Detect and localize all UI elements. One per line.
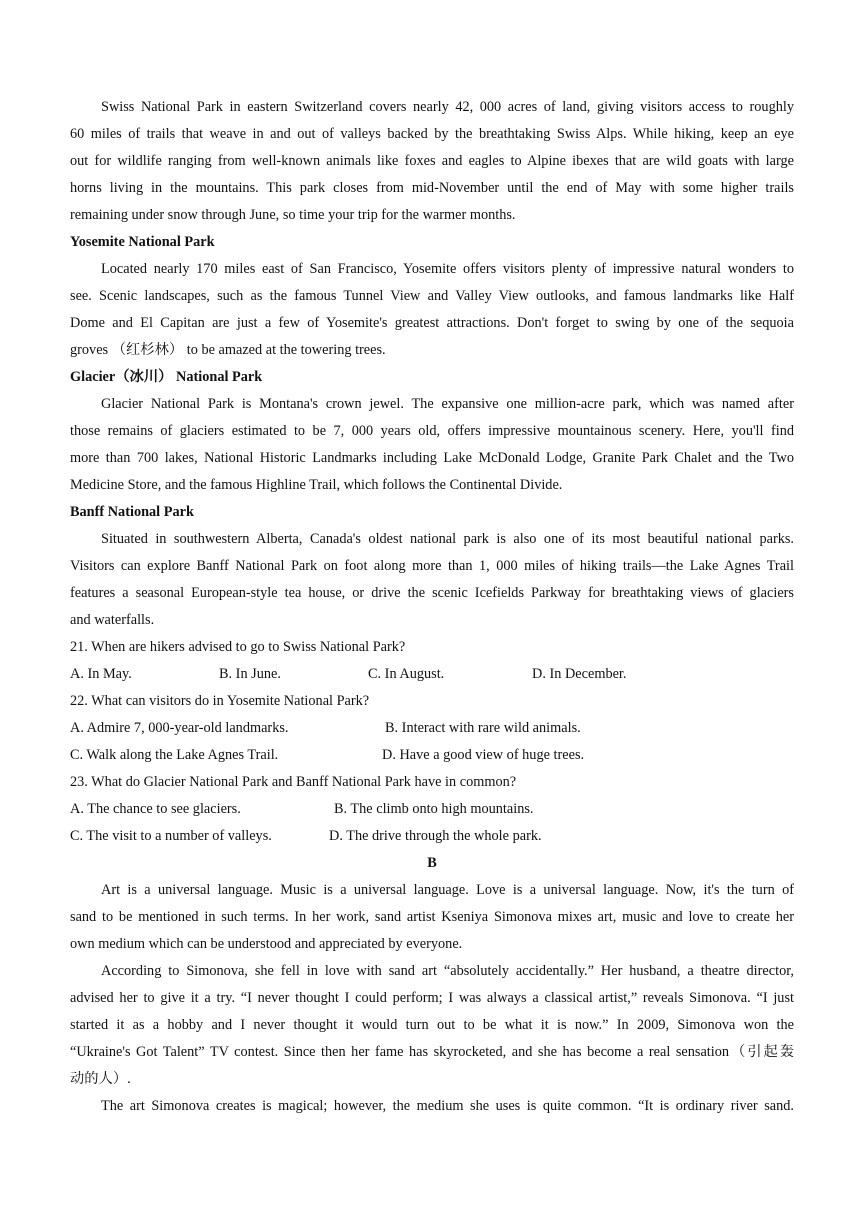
question-21: 21. When are hikers advised to go to Swiss National Park? <box>70 639 406 655</box>
text-line: “Ukraine's Got Talent” TV contest. Since then her fame has skyrocketed, and she has become a real sensation（引起轰 <box>70 1044 794 1060</box>
text-line: and waterfalls. <box>70 612 155 628</box>
text-line: out for wildlife ranging from well-known animals like foxes and eagles to Alpine ibexes that are wild goats with large <box>70 153 794 169</box>
text-line: 动的人）. <box>70 1071 131 1087</box>
question-22: 22. What can visitors do in Yosemite National Park? <box>70 693 370 709</box>
text-line: more than 700 lakes, National Historic Landmarks including Lake McDonald Lodge, Granite Park Chalet and the Two <box>70 450 794 466</box>
text-line: Swiss National Park in eastern Switzerland covers nearly 42, 000 acres of land, giving visitors access to roughly <box>101 99 794 115</box>
question-22-options-row1 <box>70 715 794 742</box>
text-line: advised her to give it a try. “I never thought I could perform; I was always a classical artist,” reveals Simonova. “I just <box>70 990 794 1006</box>
option-c: C. Walk along the Lake Agnes Trail. <box>70 747 279 763</box>
banff-heading: Banff National Park <box>70 504 194 520</box>
option-d: D. Have a good view of huge trees. <box>382 747 585 763</box>
text-line: The art Simonova creates is magical; however, the medium she uses is quite common. “It is ordinary river sand. <box>101 1098 794 1114</box>
text-line: Art is a universal language. Music is a universal language. Love is a universal language. Now, it's the turn of <box>101 882 794 898</box>
question-23-options-row2 <box>70 823 794 850</box>
section-b-heading: B <box>427 855 437 871</box>
option-a: A. In May. <box>70 666 132 682</box>
option-d: D. The drive through the whole park. <box>329 828 542 844</box>
option-c: C. In August. <box>368 666 445 682</box>
banff-paragraph <box>70 526 794 634</box>
text-line: 60 miles of trails that weave in and out of valleys backed by the breathtaking Swiss Alps. While hiking, keep an eye <box>70 126 794 142</box>
text-line: see. Scenic landscapes, such as the famous Tunnel View and Valley View outlooks, and famous landmarks like Half <box>70 288 794 304</box>
section-b-paragraph-3 <box>70 1093 794 1120</box>
question-23: 23. What do Glacier National Park and Banff National Park have in common? <box>70 774 517 790</box>
option-a: A. Admire 7, 000-year-old landmarks. <box>70 720 289 736</box>
section-b-paragraph-1 <box>70 877 794 958</box>
text-line: sand to be mentioned in such terms. In her work, sand artist Kseniya Simonova mixes art, music and love to create her <box>70 909 794 925</box>
text-line: Located nearly 170 miles east of San Francisco, Yosemite offers visitors plenty of impressive natural wonders to <box>101 261 794 277</box>
swiss-paragraph <box>70 94 794 229</box>
text-line: Medicine Store, and the famous Highline Trail, which follows the Continental Divide. <box>70 477 563 493</box>
document-page <box>70 94 794 1120</box>
text-line: features a seasonal European-style tea house, or drive the scenic Icefields Parkway for breathtaking views of glaciers <box>70 585 794 601</box>
option-b: B. Interact with rare wild animals. <box>385 720 581 736</box>
option-d: D. In December. <box>532 666 627 682</box>
text-line: own medium which can be understood and appreciated by everyone. <box>70 936 463 952</box>
text-line: horns living in the mountains. This park closes from mid-November until the end of May with some higher trails <box>70 180 794 196</box>
yosemite-heading: Yosemite National Park <box>70 234 215 250</box>
text-line: Glacier National Park is Montana's crown jewel. The expansive one million-acre park, which was named after <box>101 396 794 412</box>
text-line: According to Simonova, she fell in love with sand art “absolutely accidentally.” Her husband, a theatre director, <box>101 963 794 979</box>
question-23-options-row1 <box>70 796 794 823</box>
text-line: remaining under snow through June, so time your trip for the warmer months. <box>70 207 516 223</box>
text-line: groves （红杉林） to be amazed at the towering trees. <box>70 342 386 358</box>
text-line: Visitors can explore Banff National Park on foot along more than 1, 000 miles of hiking trails—the Lake Agnes Trail <box>70 558 794 574</box>
section-b-paragraph-2 <box>70 958 794 1093</box>
yosemite-paragraph <box>70 256 794 364</box>
option-b: B. The climb onto high mountains. <box>334 801 534 817</box>
text-line: Situated in southwestern Alberta, Canada's oldest national park is also one of its most beautiful national parks. <box>101 531 794 547</box>
text-line: Dome and El Capitan are just a few of Yosemite's greatest attractions. Don't forget to swing by one of the sequoia <box>70 315 794 331</box>
option-c: C. The visit to a number of valleys. <box>70 828 272 844</box>
text-line: those remains of glaciers estimated to be 7, 000 years old, offers impressive mountainous scenery. Here, you'll find <box>70 423 794 439</box>
glacier-heading: Glacier（冰川） National Park <box>70 369 263 385</box>
text-line: started it as a hobby and I never thought it would turn out to be what it is now.” In 2009, Simonova won the <box>70 1017 794 1033</box>
option-b: B. In June. <box>219 666 281 682</box>
question-21-options <box>70 661 794 688</box>
glacier-paragraph <box>70 391 794 499</box>
option-a: A. The chance to see glaciers. <box>70 801 241 817</box>
question-22-options-row2 <box>70 742 794 769</box>
